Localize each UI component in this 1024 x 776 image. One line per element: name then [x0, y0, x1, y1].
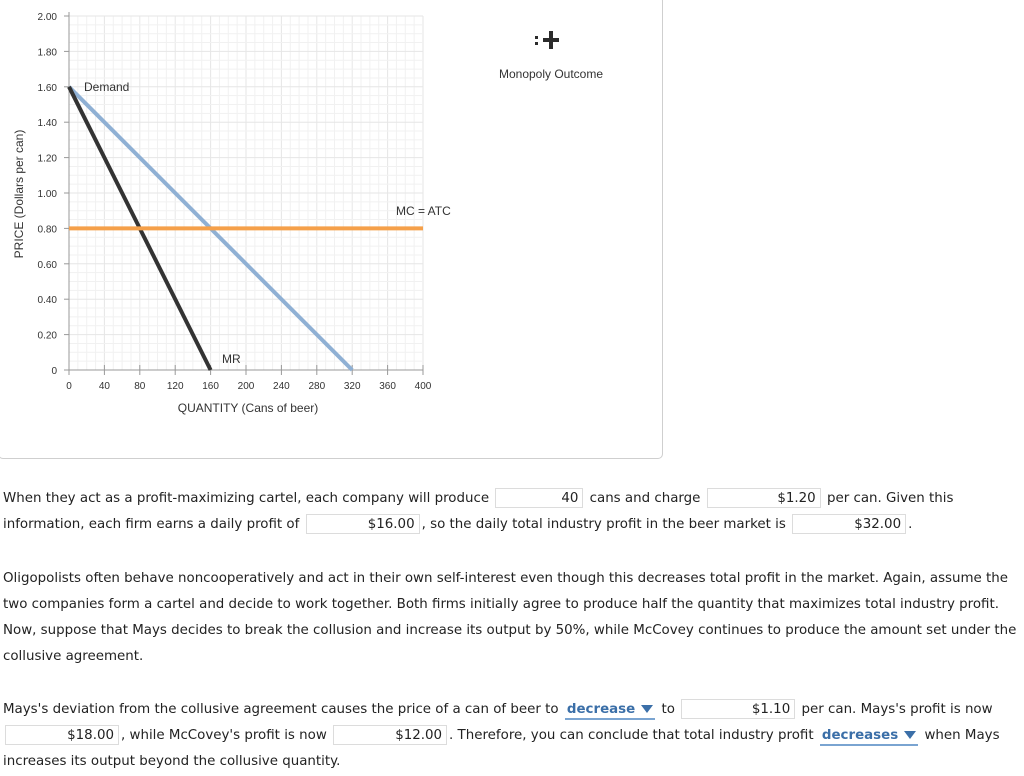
q1-text-1: When they act as a profit-maximizing cartel, each company will produce: [3, 491, 490, 506]
monopoly-outcome-label: Monopoly Outcome: [498, 67, 604, 81]
y-tick-label: 1.00: [37, 189, 57, 200]
x-tick-label: 0: [66, 381, 72, 392]
price-change-dropdown[interactable]: [565, 701, 655, 720]
x-tick-label: 200: [237, 381, 255, 392]
x-tick-label: 40: [98, 381, 110, 392]
quantity-answer-field[interactable]: 40: [495, 488, 583, 508]
demand-curve-label: Demand: [84, 80, 130, 94]
x-tick-label: 120: [166, 381, 184, 392]
plus-marker-icon[interactable]: [535, 31, 559, 49]
x-axis-label: QUANTITY (Cans of beer): [177, 401, 319, 415]
mr-curve-label: MR: [222, 352, 241, 366]
q1-text-4: , so the daily total industry profit in the beer market is: [421, 517, 786, 532]
y-tick-label: 0.80: [37, 224, 57, 236]
chart-panel: [0, 0, 663, 459]
oligopoly-paragraph: Oligopolists often behave noncooperatively and act in their own self-interest even though this decreases total profit in the market. Again, assume the two companies form a cartel and decide to work together. Both firms initially agree to produce half the quantity that maximizes total industry profit. Now, suppose that Mays decides to break the collusion and increase its output by 50%, while McCovey continues to produce the amount set under the collusive agreement.: [3, 571, 1017, 664]
y-tick-label: 1.60: [37, 82, 57, 94]
y-tick-label: 2.00: [37, 12, 57, 23]
price-change-value: decrease: [566, 702, 636, 717]
deviation-question: [3, 697, 1021, 775]
mc-atc-label: MC = ATC: [396, 204, 451, 218]
chevron-down-icon[interactable]: [904, 731, 916, 739]
industry-profit-change-dropdown[interactable]: [820, 727, 918, 746]
x-tick-label: 80: [134, 381, 146, 392]
x-tick-label: 240: [273, 381, 290, 392]
x-tick-label: 400: [414, 381, 432, 392]
y-tick-label: 0.60: [37, 259, 57, 271]
y-tick-label: 0.20: [37, 330, 57, 342]
q1-text-2: cans and charge: [589, 491, 701, 506]
mays-profit-answer-field[interactable]: $18.00: [5, 725, 119, 745]
y-tick-label: 0: [51, 366, 57, 377]
q2-text-1: Mays's deviation from the collusive agreement causes the price of a can of beer to: [3, 702, 559, 717]
y-tick-label: 1.20: [37, 153, 57, 165]
cartel-question: [3, 486, 1021, 538]
q1-text-3: per can. Given this information, each firm earns a daily profit of: [3, 491, 954, 532]
x-tick-label: 280: [308, 381, 326, 392]
q2-text-2: to: [661, 702, 675, 717]
y-tick-label: 1.40: [37, 118, 57, 130]
y-axis-label: PRICE (Dollars per can): [12, 129, 26, 259]
price-quantity-chart: [0, 0, 664, 460]
new-price-answer-field[interactable]: $1.10: [681, 699, 795, 719]
x-tick-label: 160: [202, 381, 219, 392]
industry-profit-answer-field[interactable]: $32.00: [792, 514, 906, 534]
q1-text-5: .: [908, 517, 913, 532]
q2-text-6: when Mays increases its output beyond the collusive quantity.: [3, 728, 1000, 769]
firm-profit-answer-field[interactable]: $16.00: [306, 514, 420, 534]
q2-text-5: . Therefore, you can conclude that total industry profit: [449, 728, 814, 743]
price-answer-field[interactable]: $1.20: [707, 488, 821, 508]
x-tick-label: 360: [379, 381, 396, 392]
q2-text-3: per can. Mays's profit is now: [801, 702, 993, 717]
industry-profit-change-value: decreases: [821, 728, 899, 743]
y-tick-label: 1.80: [37, 47, 57, 59]
q2-text-4: , while McCovey's profit is now: [121, 728, 327, 743]
monopoly-outcome-legend[interactable]: [499, 31, 603, 81]
mccovey-profit-answer-field[interactable]: $12.00: [333, 725, 447, 745]
y-tick-label: 0.40: [37, 295, 57, 307]
x-tick-label: 320: [343, 381, 361, 392]
chevron-down-icon[interactable]: [641, 705, 653, 713]
